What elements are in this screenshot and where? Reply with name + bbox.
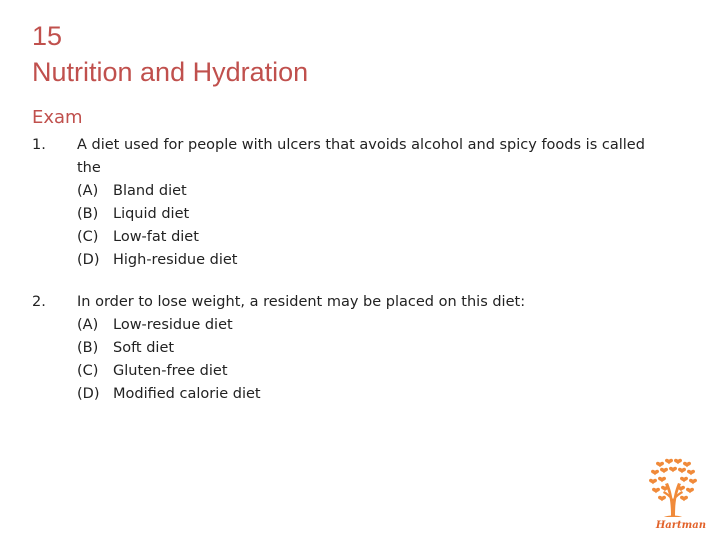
answer-option — [77, 203, 672, 226]
option-text: Low-fat diet — [113, 229, 199, 245]
option-letter: (A) — [77, 317, 99, 333]
option-letter: (B) — [77, 206, 99, 222]
question-number: 1. — [32, 137, 46, 153]
option-text: Gluten-free diet — [113, 363, 228, 379]
option-letter: (C) — [77, 229, 99, 245]
question-number: 2. — [32, 294, 46, 310]
answer-option — [77, 180, 672, 203]
option-text: Bland diet — [113, 183, 187, 199]
answer-option — [77, 226, 672, 249]
section-heading: Exam — [32, 107, 83, 128]
option-letter: (D) — [77, 386, 100, 402]
option-text: Modified calorie diet — [113, 386, 261, 402]
answer-option — [77, 314, 672, 337]
option-letter: (B) — [77, 340, 99, 356]
chapter-name: Nutrition and Hydration — [32, 57, 309, 87]
question-item — [32, 291, 672, 406]
option-letter: (A) — [77, 183, 99, 199]
answer-option — [77, 337, 672, 360]
option-letter: (D) — [77, 252, 100, 268]
chapter-number: 15 — [32, 21, 63, 51]
heart-tree-icon — [640, 456, 708, 532]
publisher-logo — [640, 456, 708, 532]
question-body — [77, 291, 672, 406]
logo-text: Hartman — [655, 520, 706, 531]
question-body — [77, 134, 672, 272]
question-item — [32, 134, 672, 272]
chapter-title — [32, 18, 308, 90]
option-text: Low-residue diet — [113, 317, 233, 333]
answer-option — [77, 360, 672, 383]
question-text: A diet used for people with ulcers that avoids alcohol and spicy foods is called the — [77, 137, 645, 176]
question-text: In order to lose weight, a resident may be placed on this diet: — [77, 294, 526, 310]
option-text: Soft diet — [113, 340, 175, 356]
answer-option — [77, 383, 672, 406]
option-text: Liquid diet — [113, 206, 190, 222]
answer-option — [77, 249, 672, 272]
option-letter: (C) — [77, 363, 99, 379]
option-text: High-residue diet — [113, 252, 238, 268]
